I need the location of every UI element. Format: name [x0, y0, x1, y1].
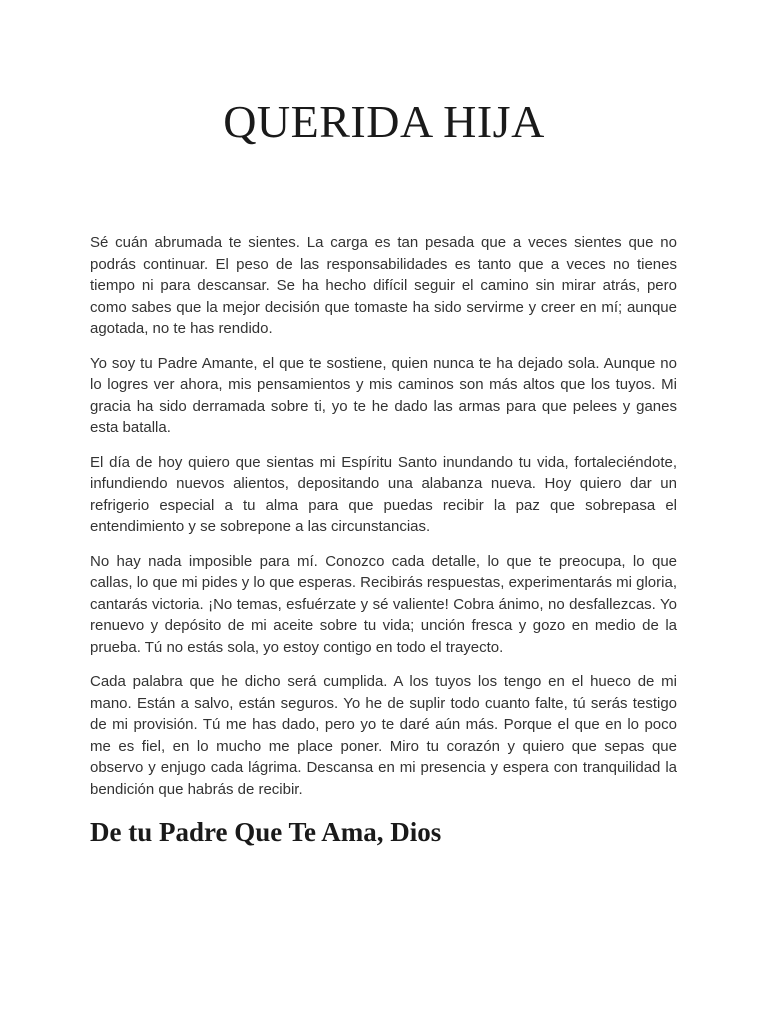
paragraph: Sé cuán abrumada te sientes. La carga es tan pesada que a veces sientes que no podrás continuar. El peso de las responsabilidades es tanto que a veces no tienes tiempo ni para descansar. Se ha hecho difícil seguir el camino sin mirar atrás, pero como sabes que la mejor decisión que tomaste ha sido servirme y creer en mí; aunque agotada, no te has rendido.: [90, 234, 677, 337]
page-title: QUERIDA HIJA: [223, 96, 545, 147]
letter-body: [90, 232, 677, 813]
paragraph: Cada palabra que he dicho será cumplida. A los tuyos los tengo en el hueco de mi mano. Están a salvo, están seguros. Yo he de suplir todo cuanto falte, tú serás testigo de mi provisión. Tú me has dado, pero yo te daré aún más. Porque el que en lo poco me es fiel, en lo mucho me place poner. Miro tu corazón y quiero que sepas que observo y enjugo cada lágrima. Descansa en mi presencia y espera con tranquilidad la bendición que habrás de recibir.: [90, 673, 677, 798]
signature: De tu Padre Que Te Ama, Dios: [90, 817, 442, 847]
paragraph: El día de hoy quiero que sientas mi Espíritu Santo inundando tu vida, fortaleciéndote, infundiendo nuevos alientos, depositando una alabanza nueva. Hoy quiero dar un refrigerio especial a tu alma para que puedas recibir la paz que sobrepasa el entendimiento y se sobrepone a las circunstancias.: [90, 453, 677, 535]
paragraph: Yo soy tu Padre Amante, el que te sostiene, quien nunca te ha dejado sola. Aunque no lo logres ver ahora, mis pensamientos y mis caminos son más altos que los tuyos. Mi gracia ha sido derramada sobre ti, yo te he dado las armas para que pelees y ganes esta batalla.: [90, 354, 677, 436]
paragraph: No hay nada imposible para mí. Conozco cada detalle, lo que te preocupa, lo que callas, lo que mi pides y lo que esperas. Recibirás respuestas, experimentarás mi gloria, cantarás victoria. ¡No temas, esfuérzate y sé valiente! Cobra ánimo, no desfallezcas. Yo renuevo y depósito de mi aceite sobre tu vida; unción fresca y gozo en medio de la prueba. Tú no estás sola, yo estoy contigo en todo el trayecto.: [90, 552, 677, 656]
